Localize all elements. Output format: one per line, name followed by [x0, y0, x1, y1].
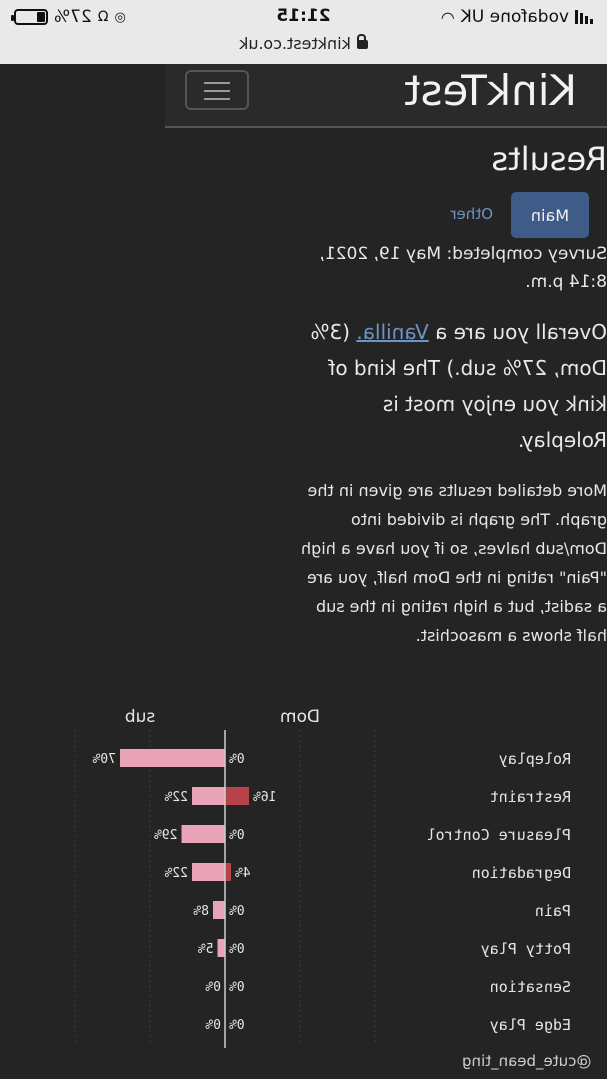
sub-value-label: 0% — [205, 1018, 221, 1033]
sub-bar — [182, 825, 226, 843]
category-label: Pain — [534, 902, 571, 920]
brand-logo[interactable]: KinkTest — [404, 66, 577, 115]
chart-header-sub: sub — [124, 707, 156, 727]
overall-text-after: (3% Dom, 27% sub.) The kind of kink you enjoy most is Roleplay. — [310, 320, 607, 452]
status-bar — [0, 0, 607, 64]
category-label: Sensation — [489, 978, 571, 996]
dom-value-label: 0% — [229, 904, 245, 919]
dom-value-label: 0% — [229, 1018, 245, 1033]
overall-text-before: Overall you are a — [428, 320, 607, 344]
url-text: kinktest.co.uk — [239, 34, 351, 53]
credit-watermark: @cute_bean_ting — [462, 1052, 592, 1070]
sub-value-label: 5% — [197, 942, 214, 957]
overall-summary — [297, 314, 607, 458]
hamburger-icon[interactable] — [185, 70, 249, 110]
dom-value-label: 4% — [235, 866, 251, 881]
category-label: Pleasure Control — [426, 826, 571, 844]
survey-line-2: 8:14 p.m. — [525, 272, 607, 292]
wifi-icon: ◠ — [440, 7, 455, 27]
sub-value-label: 0% — [205, 980, 221, 995]
category-label: Roleplay — [498, 750, 571, 768]
dom-value-label: 0% — [229, 752, 245, 767]
page-title: Results — [491, 140, 607, 178]
navbar — [165, 64, 607, 128]
dom-value-label: 16% — [253, 790, 277, 805]
survey-line-1: Survey completed: May 19, 2021, — [319, 244, 607, 264]
sub-value-label: 29% — [154, 828, 178, 843]
chart-header-dom: Dom — [279, 707, 321, 727]
sub-bar — [192, 863, 225, 881]
dom-bar — [225, 787, 249, 805]
vanilla-link[interactable]: Vanilla. — [356, 320, 429, 344]
dom-value-label: 0% — [229, 828, 245, 843]
category-label: Edge Play — [489, 1016, 571, 1034]
results-chart — [67, 700, 607, 1060]
detail-explanation: More detailed results are given in the graph. The graph is divided into Dom/sub halves, so if you have a high "Pain" rating in the Dom half, you are a sadist, but a high rating in the sub half shows a masochist. — [301, 481, 607, 645]
sub-bar — [120, 749, 225, 767]
address-bar[interactable] — [0, 34, 607, 53]
survey-date — [307, 240, 607, 296]
tab-main[interactable]: Main — [511, 192, 589, 238]
sub-value-label: 22% — [164, 866, 188, 881]
sub-value-label: 22% — [164, 790, 188, 805]
sub-bar — [218, 939, 226, 957]
sub-bar — [192, 787, 225, 805]
sub-value-label: 8% — [193, 904, 209, 919]
dom-bar — [225, 863, 231, 881]
location-icon: ◎ — [114, 9, 126, 25]
carrier-name: vodafone UK — [460, 7, 569, 27]
lock-icon — [357, 40, 368, 49]
category-label: Potty Play — [480, 940, 571, 958]
headphones-icon: Ω — [97, 9, 109, 25]
category-label: Restraint — [489, 788, 571, 806]
dom-value-label: 0% — [229, 942, 245, 957]
battery-percent: 27% — [54, 7, 92, 27]
category-label: Degradation — [471, 864, 571, 882]
sub-bar — [213, 901, 225, 919]
sub-value-label: 70% — [92, 752, 116, 767]
tab-other[interactable]: Other — [450, 205, 493, 223]
clock: 21:15 — [276, 6, 331, 26]
dom-value-label: 0% — [229, 980, 245, 995]
